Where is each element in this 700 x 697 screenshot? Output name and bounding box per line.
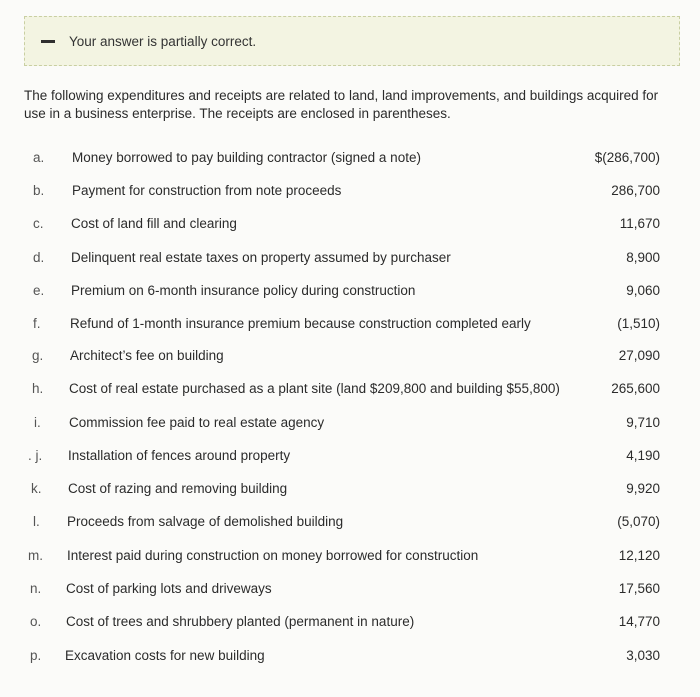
list-item bbox=[0, 381, 700, 403]
list-item bbox=[0, 481, 700, 503]
item-amount: 17,560 bbox=[618, 581, 660, 596]
item-amount: 286,700 bbox=[611, 183, 660, 198]
item-description: Payment for construction from note proceeds bbox=[72, 183, 342, 198]
item-description: Cost of parking lots and driveways bbox=[66, 581, 272, 596]
list-item bbox=[0, 548, 700, 570]
list-item bbox=[0, 183, 700, 205]
item-letter: l. bbox=[33, 514, 40, 529]
item-amount: (5,070) bbox=[617, 514, 660, 529]
item-letter: . j. bbox=[28, 448, 43, 463]
problem-intro: The following expenditures and receipts are related to land, land improvements, and buildings acquired for use in a business enterprise. The receipts are enclosed in parentheses. bbox=[24, 88, 659, 121]
item-letter: k. bbox=[31, 481, 42, 496]
item-description: Premium on 6-month insurance policy during construction bbox=[71, 283, 416, 298]
item-description: Cost of razing and removing building bbox=[68, 481, 288, 496]
item-amount: 265,600 bbox=[611, 381, 660, 396]
item-amount: 27,090 bbox=[618, 348, 660, 363]
list-item bbox=[0, 283, 700, 305]
item-letter: e. bbox=[33, 283, 45, 298]
item-description: Money borrowed to pay building contractor (signed a note) bbox=[72, 150, 421, 165]
item-letter: d. bbox=[33, 250, 45, 265]
item-description: Cost of trees and shrubbery planted (permanent in nature) bbox=[66, 614, 415, 629]
list-item bbox=[0, 514, 700, 536]
item-amount: 9,920 bbox=[626, 481, 660, 496]
item-description: Delinquent real estate taxes on property assumed by purchaser bbox=[71, 250, 451, 265]
list-item bbox=[0, 316, 700, 338]
item-description: Cost of land fill and clearing bbox=[71, 216, 237, 231]
item-letter: p. bbox=[30, 648, 42, 663]
item-amount: 9,710 bbox=[626, 415, 660, 430]
item-amount: 11,670 bbox=[619, 216, 660, 231]
item-description: Commission fee paid to real estate agency bbox=[69, 415, 325, 430]
list-item bbox=[0, 614, 700, 636]
item-letter: f. bbox=[33, 316, 41, 331]
item-letter: c. bbox=[33, 216, 44, 231]
list-item bbox=[0, 448, 700, 470]
item-letter: h. bbox=[32, 381, 44, 396]
item-description: Proceeds from salvage of demolished building bbox=[67, 514, 344, 529]
item-description: Architect’s fee on building bbox=[70, 348, 224, 363]
item-amount: 12,120 bbox=[618, 548, 660, 563]
item-description: Cost of real estate purchased as a plant site (land $209,800 and building $55,800) bbox=[69, 381, 560, 396]
item-letter: a. bbox=[33, 150, 45, 165]
item-amount: 8,900 bbox=[626, 250, 660, 265]
item-description: Installation of fences around property bbox=[68, 448, 291, 463]
item-description: Excavation costs for new building bbox=[65, 648, 265, 663]
item-amount: $(286,700) bbox=[594, 150, 660, 165]
item-letter: n. bbox=[30, 581, 42, 596]
item-letter: m. bbox=[28, 548, 43, 563]
item-amount: 4,190 bbox=[626, 448, 660, 463]
item-amount: 14,770 bbox=[618, 614, 660, 629]
list-item bbox=[0, 250, 700, 272]
item-amount: 3,030 bbox=[626, 648, 660, 663]
item-letter: o. bbox=[30, 614, 42, 629]
list-item bbox=[0, 648, 700, 670]
item-letter: g. bbox=[32, 348, 44, 363]
list-item bbox=[0, 150, 700, 172]
item-description: Refund of 1-month insurance premium because construction completed early bbox=[70, 316, 531, 331]
item-description: Interest paid during construction on money borrowed for construction bbox=[67, 548, 479, 563]
list-item bbox=[0, 415, 700, 437]
feedback-message: Your answer is partially correct. bbox=[69, 33, 257, 49]
item-letter: i. bbox=[34, 415, 41, 430]
item-amount: (1,510) bbox=[617, 316, 660, 331]
list-item bbox=[0, 348, 700, 370]
item-amount: 9,060 bbox=[626, 283, 660, 298]
item-letter: b. bbox=[33, 183, 45, 198]
list-item bbox=[0, 581, 700, 603]
list-item bbox=[0, 216, 700, 238]
